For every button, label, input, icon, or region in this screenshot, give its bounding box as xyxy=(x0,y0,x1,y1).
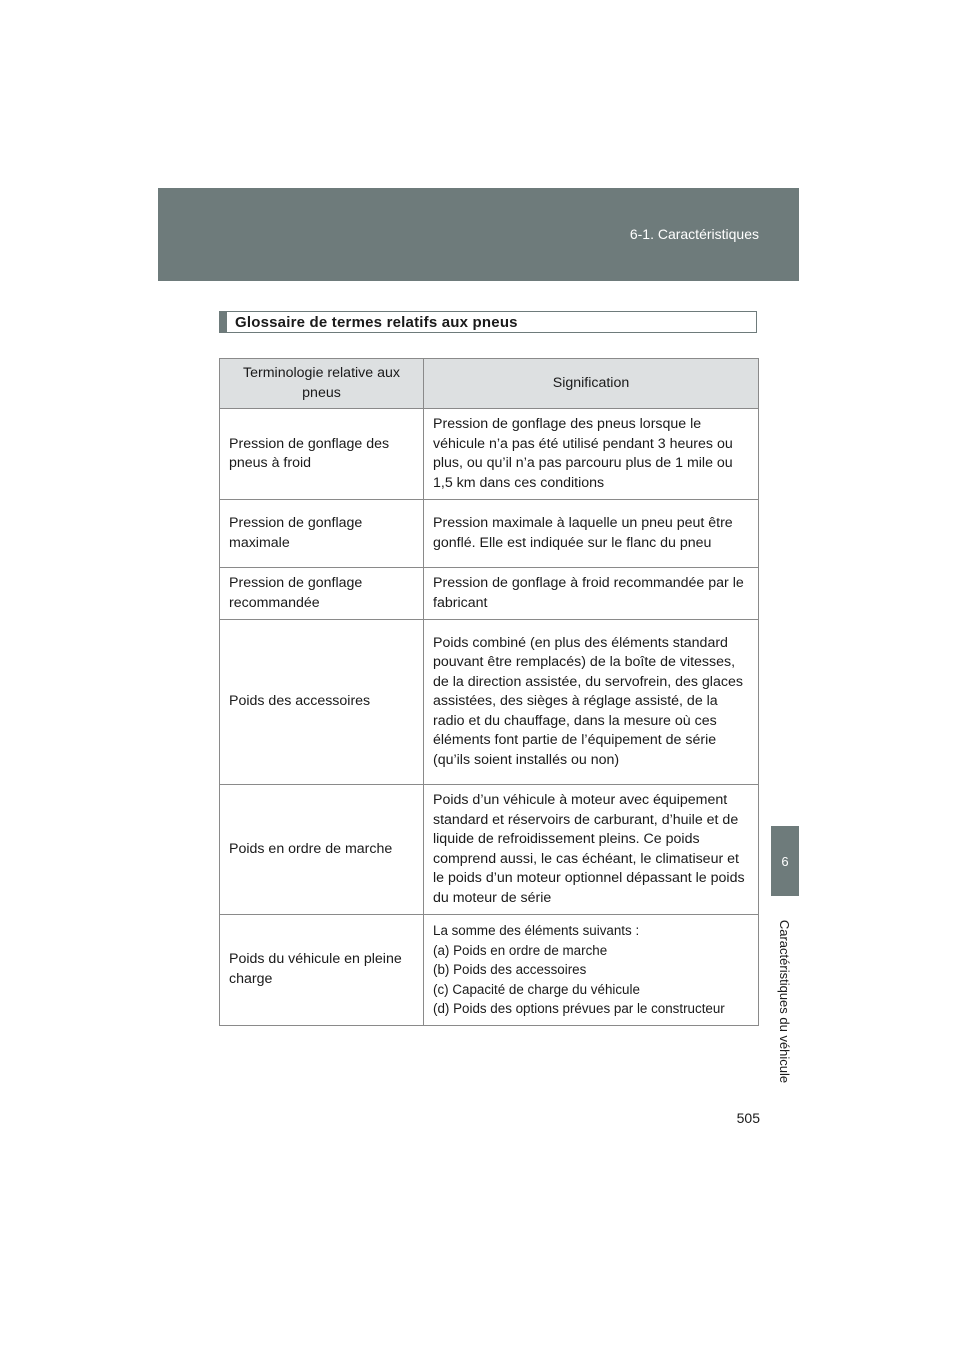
table-row xyxy=(220,500,759,568)
meaning-cell: Pression maximale à laquelle un pneu peut être gonflé. Elle est indiquée sur le flanc du pneu xyxy=(424,500,759,568)
table-row xyxy=(220,785,759,915)
chapter-label xyxy=(771,906,799,1096)
term-cell: Pression de gonflage maximale xyxy=(220,500,424,568)
header-band xyxy=(158,188,799,281)
meaning-cell: Pression de gonflage à froid recommandée par le fabricant xyxy=(424,568,759,620)
table-row xyxy=(220,620,759,785)
meaning-cell: Poids combiné (en plus des éléments standard pouvant être remplacés) de la boîte de vitesses, de la direction assistée, du servofrein, des glaces assistées, des sièges à réglage assisté, de la radio et du chauffage, dans la mesure où ces éléments font partie de l’équipement de série (qu’ils soient installés ou non) xyxy=(424,620,759,785)
column-header-term: Terminologie relative aux pneus xyxy=(220,359,424,409)
table-row xyxy=(220,568,759,620)
meaning-intro: La somme des éléments suivants : xyxy=(433,923,640,938)
chapter-number-tab: 6 xyxy=(771,826,799,896)
term-cell: Poids des accessoires xyxy=(220,620,424,785)
section-title: 6-1. Caractéristiques xyxy=(629,226,759,242)
term-cell: Pression de gonflage des pneus à froid xyxy=(220,409,424,500)
meaning-cell xyxy=(424,915,759,1026)
meaning-list-item: (d) Poids des options prévues par le constructeur xyxy=(433,1001,725,1016)
page-number: 505 xyxy=(736,1110,760,1126)
meaning-cell: Poids d’un véhicule à moteur avec équipement standard et réservoirs de carburant, d’huile et de liquide de refroidissement pleins. Ce poids comprend aussi, le cas échéant, le climatiseur et le poids d’un moteur optionnel dépassant le poids du moteur de série xyxy=(424,785,759,915)
table-row xyxy=(220,409,759,500)
meaning-list-item: (c) Capacité de charge du véhicule xyxy=(433,981,640,997)
glossary-title: Glossaire de termes relatifs aux pneus xyxy=(219,311,757,333)
table-row xyxy=(220,915,759,1026)
meaning-cell: Pression de gonflage des pneus lorsque le véhicule n’a pas été utilisé pendant 3 heures ou plus, ou qu’il n’a pas parcouru plus de 1 mile ou 1,5 km dans ces conditions xyxy=(424,409,759,500)
term-cell: Poids du véhicule en pleine charge xyxy=(220,915,424,1026)
term-cell: Poids en ordre de marche xyxy=(220,785,424,915)
table-header-row xyxy=(220,359,759,409)
term-cell: Pression de gonflage recommandée xyxy=(220,568,424,620)
meaning-list-item: (b) Poids des accessoires xyxy=(433,962,587,977)
column-header-meaning: Signification xyxy=(424,359,759,409)
chapter-label-text: Caractéristiques du véhicule xyxy=(777,919,793,1083)
meaning-list-item: (a) Poids en ordre de marche xyxy=(433,942,608,958)
glossary-table xyxy=(219,358,759,1026)
